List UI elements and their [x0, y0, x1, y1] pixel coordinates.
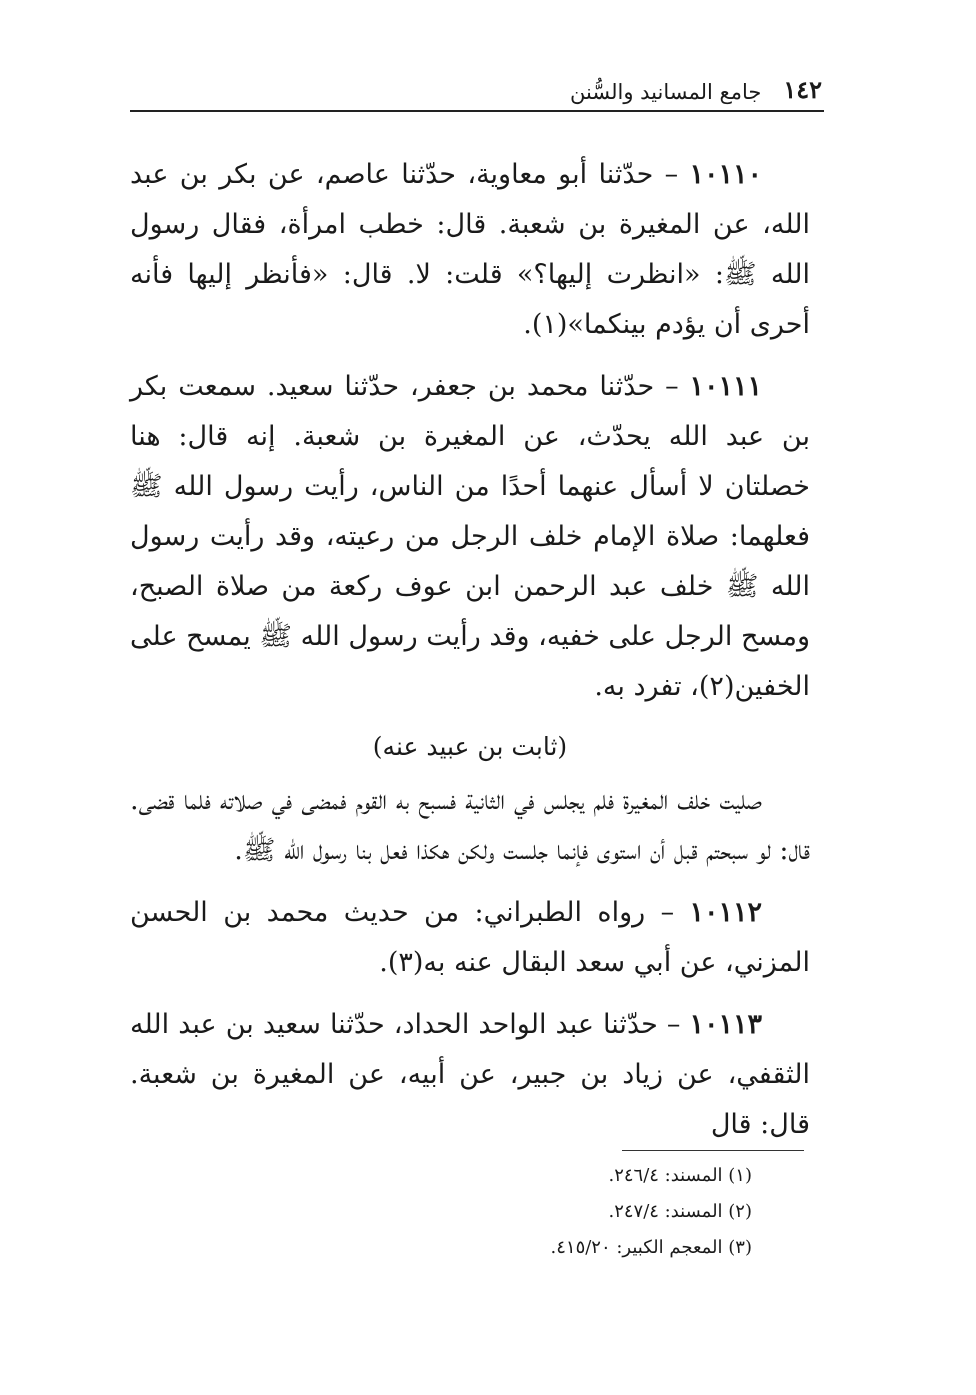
hadith-text: – رواه الطبراني: من حديث محمد بن الحسن المزني، عن أبي سعد البقال عنه به(٣).: [130, 897, 810, 978]
footnote: (٣) المعجم الكبير: ٤١٥/٢٠.: [550, 1237, 752, 1258]
book-title: جامع المسانيد والسُّنن: [570, 80, 762, 104]
hadith-number: ١٠١١١: [689, 371, 762, 402]
body-text: [130, 150, 810, 1150]
hadith-text: – حدّثنا أبو معاوية، حدّثنا عاصم، عن بكر بن عبد الله، عن المغيرة بن شعبة. قال: خطب امرأة، فقال رسول الله ﷺ: «انظرت إليها؟» قلت: لا. قال: «فأنظر إليها فأنه أحرى أن يؤدم بينكما»(١).: [130, 159, 810, 340]
narration-text: صليت خلف المغيرة فلم يجلس في الثانية فسبح به القوم فمضى في صلاته فلما قضى. قال: لو سبحتم قبل أن استوى فإنما جلست ولكن هكذا فعل بنا رسول الله ﷺ.: [130, 785, 810, 866]
page-number: ١٤٢: [783, 75, 822, 104]
header-rule: [130, 110, 824, 112]
hadith-paragraph: [130, 150, 810, 350]
hadith-number: ١٠١١٢: [689, 897, 762, 928]
hadith-text: – حدّثنا محمد بن جعفر، حدّثنا سعيد. سمعت بكر بن عبد الله يحدّث، عن المغيرة بن شعبة. إنه قال: هنا خصلتان لا أسأل عنهما أحدًا من الناس، رأيت رسول الله ﷺ فعلهما: صلاة الإمام خلف الرجل من رعيته، وقد رأيت رسول الله ﷺ خلف عبد الرحمن ابن عوف ركعة من صلاة الصبح، ومسح الرجل على خفيه، وقد رأيت رسول الله ﷺ يمسح على الخفين(٢)، تفرد به.: [130, 371, 810, 702]
hadith-paragraph: [130, 1000, 810, 1150]
section-heading: (ثابت بن عبيد عنه): [372, 732, 568, 761]
hadith-paragraph: [130, 888, 810, 988]
hadith-paragraph: [130, 362, 810, 712]
running-head: [130, 68, 822, 104]
footnote: (١) المسند: ٢٤٦/٤.: [608, 1165, 752, 1186]
hadith-number: ١٠١١٠: [689, 159, 762, 190]
footnote-rule: [622, 1150, 804, 1151]
hadith-number: ١٠١١٣: [689, 1009, 762, 1040]
narration-paragraph: [130, 776, 810, 876]
footnotes: [130, 1158, 752, 1266]
footnote: (٢) المسند: ٢٤٧/٤.: [608, 1201, 752, 1222]
hadith-text: – حدّثنا عبد الواحد الحداد، حدّثنا سعيد بن عبد الله الثقفي، عن زياد بن جبير، عن أبيه، عن المغيرة بن شعبة. قال: قال: [130, 1009, 810, 1140]
